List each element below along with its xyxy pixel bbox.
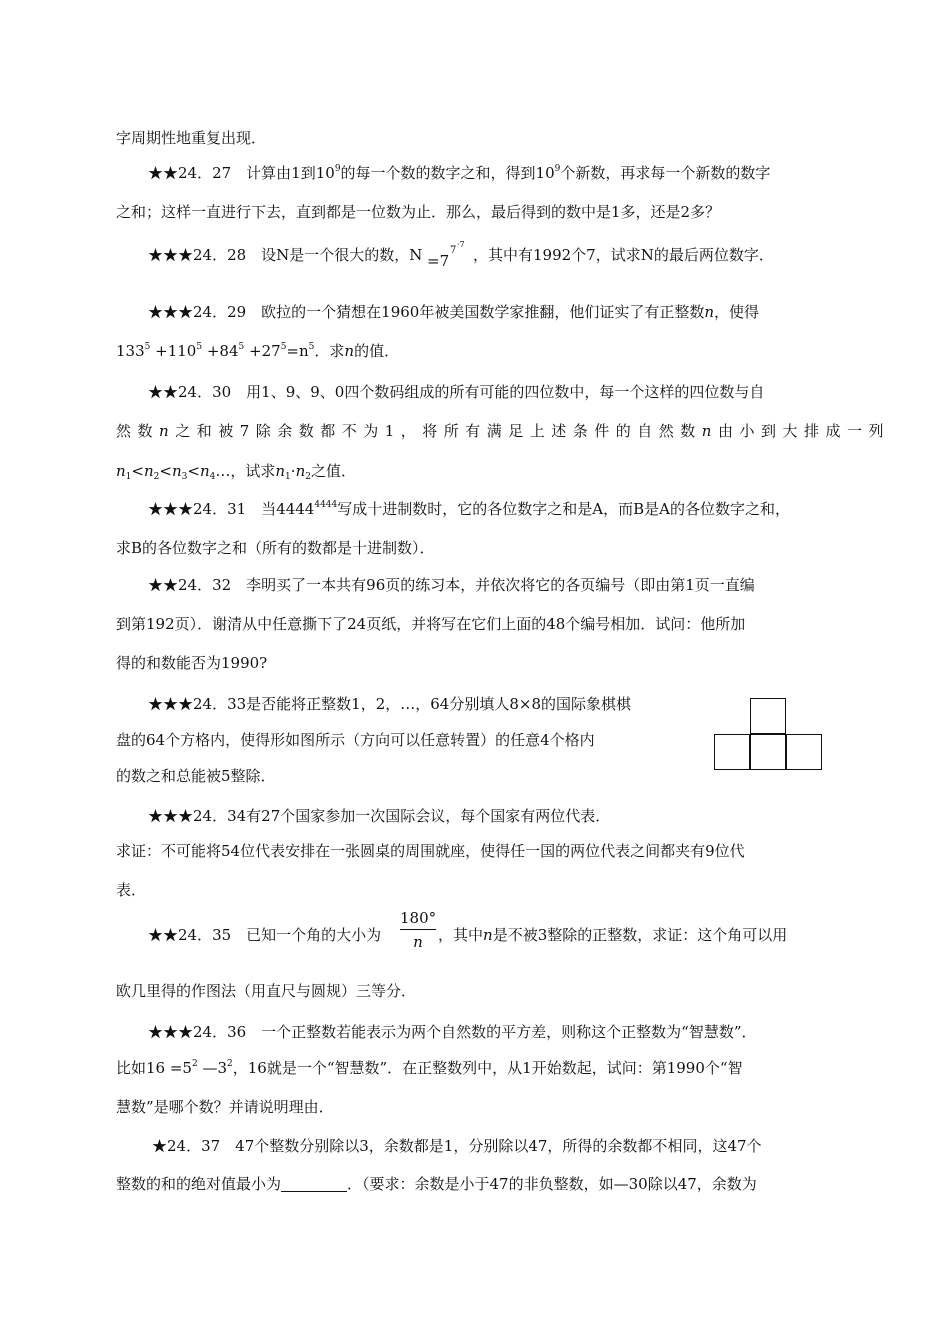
text-line: 整数的和的绝对值最小为 ．（要求：余数是小于47的非负整数，如—30除以47，余数为 bbox=[116, 1175, 757, 1193]
problem-24-31: ★★★24．31 当$4444^{4444}$写成十进制数时，它的各位数字之和是A，而B是A的各位数字之和， bbox=[148, 500, 790, 518]
text-line: 比如$16 =5^2$ $—3^2$，16就是一个“智慧数”．在正整数列中，从1开始数起，试问：第1990个“智 bbox=[116, 1059, 743, 1077]
figure-cell-right bbox=[786, 734, 822, 770]
problem-24-36: ★★★24．36 一个正整数若能表示为两个自然数的平方差，则称这个正整数为“智慧数”． bbox=[148, 1023, 757, 1041]
sequence-line: $n_1<n_2<n_3<n_4\dots$，试求$n_1\cdot n_2$之值． bbox=[116, 462, 356, 482]
text-line: 欧几里得的作图法（用直尺与圆规）三等分． bbox=[116, 982, 417, 1000]
problem-24-32: ★★24．32 李明买了一本共有96页的练习本，并依次将它的各页编号（即由第1页一直编 bbox=[148, 576, 755, 594]
text-line: ，其中n是不被3整除的正整数，求证：这个角可以用 bbox=[438, 926, 788, 944]
angle-fraction: 180° n bbox=[400, 909, 437, 951]
text-line: 的数之和总能被5整除． bbox=[116, 767, 276, 785]
figure-cell-top bbox=[750, 698, 786, 734]
problem-24-30: ★★24．30 用1、9、9、0四个数码组成的所有可能的四位数中，每一个这样的四位数与自 bbox=[148, 383, 765, 401]
text-line: 求B的各位数字之和（所有的数都是十进制数）． bbox=[116, 539, 435, 557]
problem-24-37: ★24．37 47个整数分别除以3，余数都是1，分别除以47，所得的余数都不相同，这47个 bbox=[152, 1137, 762, 1155]
problem-24-27: ★★24．27 计算由1到$10^9$的每一个数的数字之和，得到$10^9$个新数，再求每一个新数的数字 bbox=[148, 164, 771, 182]
figure-cell-middle bbox=[750, 734, 786, 770]
text-line: 得的和数能否为1990? bbox=[116, 654, 268, 672]
text-line: 求证：不可能将54位代表安排在一张圆桌的周围就座，使得任一国的两位代表之间都夹有9位代 bbox=[116, 842, 745, 860]
equation-line: $133^5 +110^5 +84^5 +27^5=n^5$．求n的值． bbox=[116, 342, 400, 360]
text-line: 到第192页）．谢清从中任意撕下了24页纸，并将写在它们上面的48个编号相加．试问：他所加 bbox=[116, 615, 746, 633]
text-line: ，其中有1992个7，试求N的最后两位数字． bbox=[473, 246, 774, 264]
problem-24-33: ★★★24．33是否能将正整数1，2，…，64分别填人8×8的国际象棋棋 bbox=[148, 695, 632, 713]
problem-24-34: ★★★24．34有27个国家参加一次国际会议，每个国家有两位代表． bbox=[148, 807, 611, 825]
text-line: 字周期性地重复出现． bbox=[116, 129, 267, 147]
text-line: 盘的64个方格内，使得形如图所示（方向可以任意转置）的任意4个格内 bbox=[116, 731, 595, 749]
text-line: 表． bbox=[116, 881, 147, 899]
problem-24-29: ★★★24．29 欧拉的一个猜想在1960年被美国数学家推翻，他们证实了有正整数n，使得 bbox=[148, 303, 760, 321]
answer-blank[interactable] bbox=[281, 1177, 347, 1192]
text-line: 之和；这样一直进行下去，直到都是一位数为止．那么，最后得到的数中是1多，还是2多？ bbox=[116, 203, 721, 221]
problem-24-35: ★★24．35 已知一个角的大小为 bbox=[148, 926, 382, 944]
text-line: 然数n之和被7除余数都不为1，将所有满足上述条件的自然数n由小到大排成一列 bbox=[116, 422, 890, 440]
text-line: 慧数”是哪个数？并请说明理由． bbox=[116, 1098, 334, 1116]
figure-cell-left bbox=[714, 734, 750, 770]
problem-24-28: ★★★24．28 设N是一个很大的数，N bbox=[148, 246, 423, 264]
